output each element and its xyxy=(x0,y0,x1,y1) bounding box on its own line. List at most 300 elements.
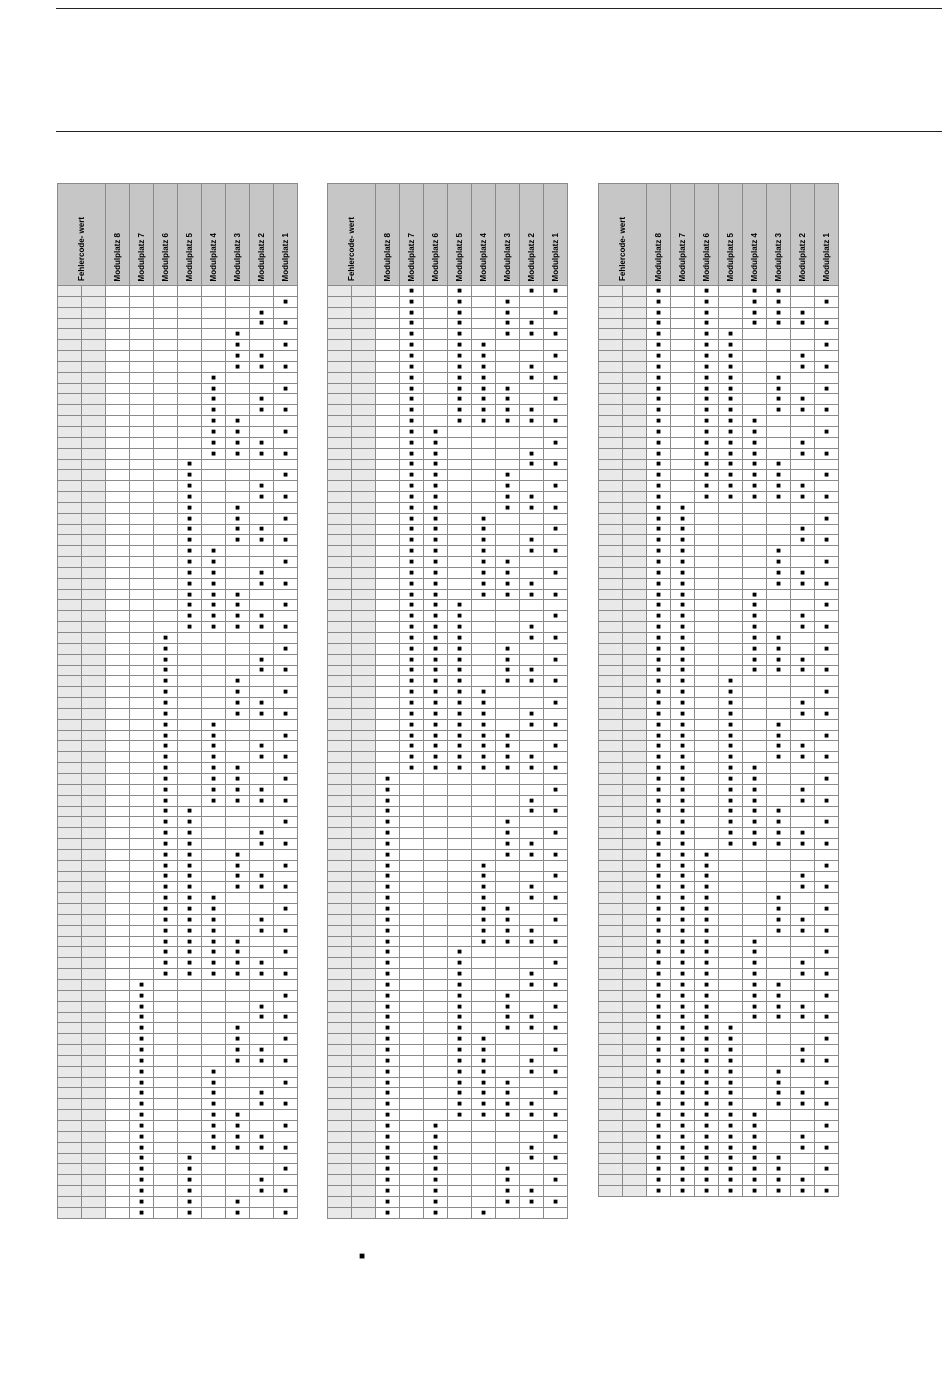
slot-5-cell: ■ xyxy=(448,1077,472,1088)
table-row xyxy=(599,329,839,340)
slot-7-cell xyxy=(400,1207,424,1218)
slot-8-cell: ■ xyxy=(647,426,671,437)
slot-1-cell: ■ xyxy=(544,893,568,904)
slot-7-cell xyxy=(671,448,695,459)
slot-5-cell: ■ xyxy=(448,958,472,969)
error-code-cell xyxy=(82,394,106,405)
table-row xyxy=(599,708,839,719)
slot-6-cell xyxy=(154,524,178,535)
slot-5-cell xyxy=(719,936,743,947)
slot-3-cell: ■ xyxy=(767,383,791,394)
slot-4-cell: ■ xyxy=(743,1153,767,1164)
slot-7-cell xyxy=(400,925,424,936)
slot-5-cell xyxy=(448,1186,472,1197)
slot-1-cell: ■ xyxy=(544,980,568,991)
column-header-slot-4 xyxy=(743,184,767,286)
table-row xyxy=(599,1045,839,1056)
slot-6-cell xyxy=(424,296,448,307)
slot-8-cell: ■ xyxy=(647,687,671,698)
slot-8-cell: ■ xyxy=(376,860,400,871)
slot-6-cell: ■ xyxy=(424,752,448,763)
error-code-cell xyxy=(58,904,82,915)
slot-2-cell: ■ xyxy=(520,980,544,991)
slot-4-cell: ■ xyxy=(743,1001,767,1012)
slot-6-cell: ■ xyxy=(695,1012,719,1023)
slot-2-cell xyxy=(520,557,544,568)
error-code-cell xyxy=(599,871,623,882)
slot-7-cell: ■ xyxy=(671,546,695,557)
slot-8-cell xyxy=(106,763,130,774)
slot-7-cell xyxy=(130,426,154,437)
slot-4-cell: ■ xyxy=(743,296,767,307)
slot-3-cell xyxy=(496,806,520,817)
slot-2-cell xyxy=(791,904,815,915)
slot-5-cell: ■ xyxy=(178,914,202,925)
slot-1-cell xyxy=(544,470,568,481)
error-code-cell xyxy=(328,351,352,362)
slot-4-cell xyxy=(743,1077,767,1088)
table-row xyxy=(58,1077,298,1088)
slot-6-cell xyxy=(154,557,178,568)
slot-7-cell: ■ xyxy=(671,871,695,882)
slot-7-cell: ■ xyxy=(130,1012,154,1023)
slot-3-cell xyxy=(226,567,250,578)
error-code-cell xyxy=(623,708,647,719)
error-code-cell xyxy=(328,1099,352,1110)
slot-3-cell: ■ xyxy=(496,557,520,568)
slot-6-cell: ■ xyxy=(424,633,448,644)
slot-8-cell: ■ xyxy=(647,980,671,991)
error-code-cell xyxy=(623,437,647,448)
column-header-slot-8 xyxy=(376,184,400,286)
slot-2-cell: ■ xyxy=(791,752,815,763)
table-row xyxy=(58,405,298,416)
slot-2-cell xyxy=(520,990,544,1001)
slot-2-cell xyxy=(520,860,544,871)
column-header-slot-5 xyxy=(719,184,743,286)
error-code-cell xyxy=(58,893,82,904)
slot-5-cell xyxy=(178,1142,202,1153)
slot-4-cell xyxy=(472,958,496,969)
slot-1-cell: ■ xyxy=(544,741,568,752)
slot-4-cell xyxy=(472,481,496,492)
slot-8-cell xyxy=(376,600,400,611)
slot-6-cell xyxy=(695,752,719,763)
error-code-cell xyxy=(58,665,82,676)
column-header-label: Fehlercode- wert xyxy=(76,216,86,281)
slot-3-cell xyxy=(767,524,791,535)
slot-7-cell xyxy=(400,1055,424,1066)
slot-6-cell xyxy=(424,372,448,383)
slot-1-cell: ■ xyxy=(815,708,839,719)
slot-7-cell xyxy=(671,426,695,437)
error-code-cell xyxy=(82,340,106,351)
slot-7-cell: ■ xyxy=(130,1164,154,1175)
error-code-cell xyxy=(352,665,376,676)
error-code-cell xyxy=(599,394,623,405)
slot-5-cell xyxy=(448,437,472,448)
error-code-cell xyxy=(58,567,82,578)
slot-5-cell xyxy=(719,318,743,329)
slot-7-cell xyxy=(130,394,154,405)
slot-8-cell: ■ xyxy=(647,904,671,915)
slot-3-cell xyxy=(226,817,250,828)
slot-3-cell xyxy=(226,980,250,991)
error-code-cell xyxy=(58,1175,82,1186)
slot-4-cell xyxy=(472,849,496,860)
slot-4-cell xyxy=(472,828,496,839)
slot-4-cell xyxy=(202,817,226,828)
error-code-cell xyxy=(599,1110,623,1121)
slot-4-cell: ■ xyxy=(743,448,767,459)
slot-6-cell: ■ xyxy=(154,958,178,969)
slot-5-cell: ■ xyxy=(719,459,743,470)
slot-1-cell xyxy=(544,535,568,546)
slot-1-cell: ■ xyxy=(815,1186,839,1197)
slot-6-cell xyxy=(424,318,448,329)
slot-2-cell: ■ xyxy=(520,318,544,329)
slot-4-cell xyxy=(472,795,496,806)
slot-8-cell xyxy=(106,936,130,947)
slot-8-cell xyxy=(106,719,130,730)
table-row xyxy=(328,405,568,416)
slot-1-cell xyxy=(815,633,839,644)
slot-8-cell: ■ xyxy=(376,839,400,850)
slot-8-cell xyxy=(376,535,400,546)
slot-7-cell: ■ xyxy=(671,904,695,915)
table-row xyxy=(328,687,568,698)
error-code-cell xyxy=(82,351,106,362)
error-code-cell xyxy=(623,1055,647,1066)
table-row xyxy=(599,1131,839,1142)
slot-4-cell: ■ xyxy=(472,405,496,416)
slot-8-cell xyxy=(106,654,130,665)
slot-7-cell: ■ xyxy=(671,1034,695,1045)
slot-7-cell: ■ xyxy=(400,307,424,318)
slot-3-cell: ■ xyxy=(226,416,250,427)
slot-8-cell xyxy=(106,361,130,372)
slot-2-cell xyxy=(250,947,274,958)
slot-3-cell: ■ xyxy=(226,860,250,871)
slot-7-cell: ■ xyxy=(671,1001,695,1012)
slot-6-cell xyxy=(154,1120,178,1131)
slot-7-cell: ■ xyxy=(671,1186,695,1197)
error-code-cell xyxy=(352,687,376,698)
slot-4-cell xyxy=(472,437,496,448)
slot-1-cell xyxy=(274,936,298,947)
slot-2-cell: ■ xyxy=(520,329,544,340)
slot-4-cell: ■ xyxy=(472,524,496,535)
error-code-cell xyxy=(623,1088,647,1099)
table-row xyxy=(58,622,298,633)
slot-3-cell xyxy=(496,882,520,893)
table-row xyxy=(599,904,839,915)
slot-2-cell xyxy=(250,1034,274,1045)
error-code-cell xyxy=(623,741,647,752)
slot-7-cell xyxy=(671,307,695,318)
error-code-cell xyxy=(82,763,106,774)
slot-4-cell xyxy=(472,990,496,1001)
error-code-cell xyxy=(58,969,82,980)
slot-6-cell xyxy=(154,1099,178,1110)
slot-3-cell xyxy=(767,936,791,947)
error-code-cell xyxy=(328,936,352,947)
error-code-cell xyxy=(58,1186,82,1197)
error-code-cell xyxy=(599,730,623,741)
slot-5-cell xyxy=(719,643,743,654)
table-row xyxy=(58,340,298,351)
error-code-cell xyxy=(82,492,106,503)
slot-5-cell: ■ xyxy=(448,611,472,622)
error-code-cell xyxy=(82,1066,106,1077)
slot-6-cell: ■ xyxy=(695,426,719,437)
slot-8-cell xyxy=(376,448,400,459)
slot-3-cell xyxy=(767,416,791,427)
slot-3-cell: ■ xyxy=(767,730,791,741)
slot-4-cell xyxy=(202,318,226,329)
column-header-label: Modulplatz 7 xyxy=(406,232,416,281)
error-code-cell xyxy=(599,665,623,676)
slot-8-cell xyxy=(376,340,400,351)
slot-6-cell xyxy=(695,589,719,600)
error-code-cell xyxy=(82,676,106,687)
error-code-cell xyxy=(58,459,82,470)
slot-4-cell xyxy=(743,925,767,936)
slot-7-cell xyxy=(130,741,154,752)
slot-7-cell: ■ xyxy=(400,513,424,524)
slot-5-cell xyxy=(719,502,743,513)
error-code-cell xyxy=(82,524,106,535)
slot-2-cell: ■ xyxy=(250,361,274,372)
slot-6-cell: ■ xyxy=(154,676,178,687)
slot-6-cell: ■ xyxy=(695,990,719,1001)
slot-1-cell xyxy=(544,752,568,763)
slot-4-cell: ■ xyxy=(743,1131,767,1142)
slot-6-cell: ■ xyxy=(154,633,178,644)
slot-4-cell: ■ xyxy=(743,969,767,980)
slot-3-cell: ■ xyxy=(496,643,520,654)
slot-8-cell: ■ xyxy=(376,882,400,893)
slot-6-cell xyxy=(154,459,178,470)
slot-7-cell xyxy=(671,481,695,492)
error-code-cell xyxy=(599,492,623,503)
slot-3-cell: ■ xyxy=(767,307,791,318)
column-header-slot-5 xyxy=(178,184,202,286)
table-row xyxy=(599,849,839,860)
slot-2-cell: ■ xyxy=(791,795,815,806)
error-code-cell xyxy=(623,665,647,676)
column-header-slot-2 xyxy=(250,184,274,286)
slot-2-cell: ■ xyxy=(250,394,274,405)
table-row xyxy=(58,1055,298,1066)
slot-6-cell xyxy=(154,1077,178,1088)
slot-5-cell xyxy=(448,524,472,535)
error-code-cell xyxy=(328,784,352,795)
slot-6-cell xyxy=(154,296,178,307)
table-row xyxy=(599,654,839,665)
slot-3-cell xyxy=(767,947,791,958)
slot-2-cell xyxy=(250,676,274,687)
error-code-cell xyxy=(623,990,647,1001)
slot-1-cell: ■ xyxy=(274,340,298,351)
slot-2-cell xyxy=(250,470,274,481)
error-code-cell xyxy=(599,882,623,893)
slot-6-cell xyxy=(154,535,178,546)
column-header-slot-1 xyxy=(544,184,568,286)
error-code-cell xyxy=(599,1012,623,1023)
error-code-cell xyxy=(328,318,352,329)
error-code-cell xyxy=(623,1175,647,1186)
slot-8-cell xyxy=(106,394,130,405)
slot-4-cell xyxy=(202,296,226,307)
slot-5-cell: ■ xyxy=(178,492,202,503)
slot-7-cell: ■ xyxy=(671,719,695,730)
slot-2-cell: ■ xyxy=(250,1055,274,1066)
slot-4-cell: ■ xyxy=(202,372,226,383)
slot-3-cell: ■ xyxy=(496,1110,520,1121)
slot-7-cell: ■ xyxy=(130,1099,154,1110)
error-code-cell xyxy=(352,806,376,817)
slot-7-cell: ■ xyxy=(671,763,695,774)
error-code-cell xyxy=(623,513,647,524)
slot-8-cell xyxy=(106,1186,130,1197)
error-code-cell xyxy=(599,329,623,340)
slot-2-cell xyxy=(250,643,274,654)
error-code-cell xyxy=(58,361,82,372)
slot-5-cell xyxy=(178,394,202,405)
error-code-cell xyxy=(82,839,106,850)
slot-1-cell: ■ xyxy=(544,1023,568,1034)
slot-8-cell xyxy=(106,839,130,850)
slot-4-cell xyxy=(202,871,226,882)
table-row xyxy=(599,513,839,524)
slot-5-cell: ■ xyxy=(178,600,202,611)
slot-4-cell xyxy=(743,849,767,860)
slot-1-cell: ■ xyxy=(815,969,839,980)
error-code-cell xyxy=(82,1099,106,1110)
slot-8-cell: ■ xyxy=(376,914,400,925)
slot-6-cell xyxy=(154,470,178,481)
slot-1-cell xyxy=(815,871,839,882)
error-code-cell xyxy=(328,307,352,318)
slot-3-cell: ■ xyxy=(767,1077,791,1088)
slot-1-cell xyxy=(544,925,568,936)
slot-7-cell xyxy=(130,437,154,448)
table-row xyxy=(58,1066,298,1077)
slot-5-cell: ■ xyxy=(448,719,472,730)
slot-7-cell: ■ xyxy=(130,990,154,1001)
error-code-cell xyxy=(328,1131,352,1142)
error-code-cell xyxy=(82,286,106,297)
error-code-cell xyxy=(352,828,376,839)
slot-7-cell: ■ xyxy=(671,1066,695,1077)
slot-3-cell xyxy=(226,470,250,481)
slot-6-cell xyxy=(695,622,719,633)
slot-2-cell xyxy=(520,1175,544,1186)
error-code-cell xyxy=(58,925,82,936)
slot-4-cell: ■ xyxy=(743,1164,767,1175)
error-code-cell xyxy=(623,459,647,470)
slot-2-cell xyxy=(520,698,544,709)
slot-6-cell: ■ xyxy=(424,524,448,535)
slot-4-cell xyxy=(202,351,226,362)
error-code-cell xyxy=(352,849,376,860)
slot-7-cell xyxy=(130,557,154,568)
slot-5-cell: ■ xyxy=(719,1045,743,1056)
slot-6-cell xyxy=(154,1088,178,1099)
slot-7-cell xyxy=(130,567,154,578)
slot-5-cell xyxy=(178,383,202,394)
slot-1-cell xyxy=(544,882,568,893)
error-code-cell xyxy=(352,1045,376,1056)
slot-4-cell xyxy=(202,470,226,481)
slot-6-cell xyxy=(695,557,719,568)
slot-1-cell: ■ xyxy=(544,437,568,448)
error-code-cell xyxy=(58,296,82,307)
error-code-cell xyxy=(352,383,376,394)
slot-7-cell: ■ xyxy=(671,860,695,871)
table-row xyxy=(58,817,298,828)
error-code-cell xyxy=(623,784,647,795)
slot-3-cell xyxy=(767,535,791,546)
slot-8-cell xyxy=(106,687,130,698)
table-row xyxy=(599,914,839,925)
slot-1-cell: ■ xyxy=(815,557,839,568)
table-row xyxy=(599,893,839,904)
slot-2-cell: ■ xyxy=(791,492,815,503)
error-code-cell xyxy=(82,557,106,568)
slot-6-cell: ■ xyxy=(154,741,178,752)
slot-1-cell xyxy=(274,654,298,665)
slot-1-cell: ■ xyxy=(815,578,839,589)
slot-5-cell xyxy=(448,871,472,882)
slot-2-cell xyxy=(791,372,815,383)
slot-7-cell xyxy=(400,806,424,817)
slot-5-cell xyxy=(178,730,202,741)
table-row xyxy=(328,459,568,470)
slot-1-cell: ■ xyxy=(815,1142,839,1153)
slot-7-cell xyxy=(130,643,154,654)
slot-6-cell xyxy=(154,1012,178,1023)
slot-4-cell xyxy=(202,1207,226,1218)
slot-8-cell xyxy=(106,1045,130,1056)
slot-5-cell xyxy=(178,795,202,806)
slot-8-cell: ■ xyxy=(376,925,400,936)
slot-1-cell xyxy=(544,817,568,828)
slot-3-cell xyxy=(226,307,250,318)
error-code-cell xyxy=(352,784,376,795)
slot-4-cell xyxy=(743,557,767,568)
slot-4-cell xyxy=(743,1066,767,1077)
slot-4-cell xyxy=(743,372,767,383)
slot-5-cell xyxy=(448,459,472,470)
slot-4-cell xyxy=(743,394,767,405)
slot-6-cell xyxy=(695,502,719,513)
slot-5-cell xyxy=(448,1207,472,1218)
slot-8-cell: ■ xyxy=(376,1077,400,1088)
slot-8-cell xyxy=(106,448,130,459)
error-code-cell xyxy=(328,1012,352,1023)
slot-1-cell: ■ xyxy=(274,1207,298,1218)
slot-4-cell: ■ xyxy=(743,600,767,611)
slot-4-cell xyxy=(472,980,496,991)
table-row xyxy=(599,633,839,644)
slot-5-cell: ■ xyxy=(719,1077,743,1088)
slot-3-cell xyxy=(496,860,520,871)
error-code-cell xyxy=(82,849,106,860)
slot-5-cell: ■ xyxy=(448,947,472,958)
table-row xyxy=(599,698,839,709)
